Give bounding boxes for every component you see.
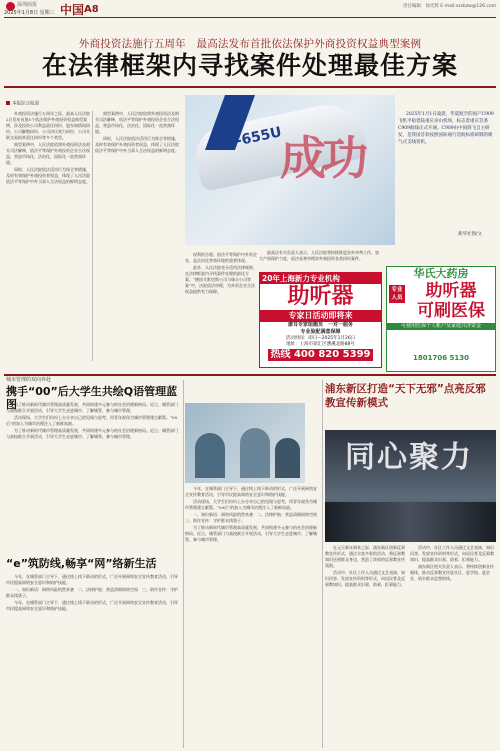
lead-paragraph: 同时，人民法院依法适用行为保全等措施，及时有效保护外商投资者权益，体现了人民法院依法平等保护中外当事人合法权益的鲜明态度。 xyxy=(6,167,90,184)
photo-figure xyxy=(195,433,225,478)
lead-paragraph: 外商投资法施行五周年之际，最高人民法院2日发布首批5个依法保护外商投资权益典型案例，涉及投资公司利益责任纠纷、股东知情权纠纷、公司解散纠纷、公司决议效力纠纷、公司关联交易损害责任纠纷等多个类型。 xyxy=(6,111,90,140)
ad-address: 地址：上海市徐汇区漕溪北路88号 xyxy=(286,342,355,347)
lead-paragraph: 权利的合理。依法平等保护内外资企业，是法治化营商环境的重要体现。 xyxy=(185,252,257,263)
audience-silhouette xyxy=(325,502,496,542)
photo-caption: 2025年1月1日凌晨，华夏航空的国产C909飞机平稳着陆重庆巫山机场，标志着重庆首条C909航线正式开通。C909由中国商飞自主研发，是我国首款按照国际通行适航标准研制的喷气式支线客机。 xyxy=(398,112,494,145)
ad-service-line-2: 专业验配满意保障 xyxy=(300,329,341,335)
middle-photo xyxy=(185,403,305,483)
lower-section-label: 城市管理的双向奔赴 xyxy=(6,377,52,383)
left-sub-body: 今年，在城管部门主导下，通过线上线下联动的形式，广泛开展网络安全宣传教育活动，引导市民提高网络安全意识和防护技能。 一、知识新语：网络风险悄然来袭 二、法律护航：营造清朗网络空间 三、防诈宣传：守护群众钱袋子。 今年，在城管部门主导下，通过线上线下联动的形式，广泛开展网络安全宣传教育活动，引导市民提高网络安全意识和防护技能。 xyxy=(6,574,178,611)
column-rule xyxy=(183,380,184,748)
aircraft-photo xyxy=(185,95,395,245)
ad-subtitle: 专家日活动即将来 xyxy=(260,310,381,322)
left-sub-headline: “e”筑防线,畅享“网”络新生活 xyxy=(6,557,157,570)
lead-paragraph: 同时，人民法院依法适用行为保全等措施，及时有效保护外商投资者权益，体现了人民法院依法平等保护中外当事人合法权益的鲜明态度。 xyxy=(95,136,179,153)
editor-contact: 责任编辑：徐光辉 E-mail:szsbzw@126.com xyxy=(402,4,496,9)
event-backdrop-text: 同心聚力 xyxy=(345,440,473,475)
section-title: 中国 xyxy=(60,3,85,17)
aircraft-registration: B-655U xyxy=(223,124,284,152)
header-divider xyxy=(4,17,496,18)
lead-column-1 xyxy=(6,111,90,361)
newspaper-name: 深圳商报 xyxy=(17,2,38,8)
lead-kicker: 外商投资法施行五周年 最高法发布首批依法保护外商投资权益典型案例 xyxy=(78,38,422,50)
left-headline: 携手“00”后大学生共绘Q语管理蓝图 xyxy=(6,385,178,411)
right-story-col-2: 活动中，社区工作人员通过文艺表演、知识问答、发放宣传资料等形式，向居民普及反邪教知识，提高群众识邪、防邪、拒邪能力。 浦东新区相关负责人表示，将持续创新宣传载体，推动反邪教宣传进社区、进学校、进企业，筑牢群众思想防线。 xyxy=(410,545,494,581)
lead-byline: 本报综合报道 xyxy=(6,101,39,108)
anti-cult-event-photo xyxy=(325,430,496,542)
ad-top-banner: 20年上海新力专业机构 xyxy=(260,273,381,284)
pharmacy-ad[interactable] xyxy=(386,266,496,372)
section-divider xyxy=(4,374,496,376)
photo-credit: 新华社图/文 xyxy=(458,232,483,237)
lead-paragraph: 典型案例中，人民法院依照外商投资法及相关司法解释，依法平等保护外商投资企业合法权益，营造市场化、法治化、国际化一流营商环境。 xyxy=(95,111,179,134)
column-rule xyxy=(322,380,323,748)
page-number: A8 xyxy=(84,4,99,15)
photo-figure xyxy=(240,428,270,478)
ad-main-title: 助听器 xyxy=(287,284,354,309)
photo-calligraphy-overlay: 成功 xyxy=(280,131,364,185)
ad-date: 活动时间：即日—2025年1月26日 xyxy=(285,336,356,341)
lead-column-2 xyxy=(95,111,181,361)
issue-date: 2025年1月8日 星期三 xyxy=(4,10,55,16)
lead-paragraph: 典型案例中，人民法院依照外商投资法及相关司法解释，依法平等保护外商投资企业合法权益，营造市场化、法治化、国际化一流营商环境。 xyxy=(6,142,90,165)
lead-column-3 xyxy=(185,252,257,372)
pharmacy-insurance-band: 可使用医保个人帐户及家庭共济资金 xyxy=(387,323,495,330)
ad-service-line: 康耳专家组题员 一对一服务 xyxy=(287,322,353,328)
pharmacy-title-2: 可刷医保 xyxy=(417,301,485,321)
lead-column-4 xyxy=(259,250,382,270)
column-rule xyxy=(92,111,93,361)
right-story-col-1: 在元旦新年到来之际，浦东新区创新反邪教宣传形式，通过丰富多彩的活动，将反邪教知识送到群众身边，营造了浓厚的反邪教宣传氛围。 活动中，社区工作人员通过文艺表演、知识问答、发放宣传资料等形式，向居民普及反邪教知识，提高群众识邪、防邪、拒邪能力。 xyxy=(325,545,405,587)
lead-paragraph: 此外，人民法院充分适用法律规则，在法律框架内寻找案件处理的最佳方案。“德国艾默里斯公司与瑞丰公司等案”中，法院依法审理，为外资企业合法权益提供有力保障。 xyxy=(185,265,257,294)
left-story-body: 为了推动新时代城市管理高质量发展，共同构建多元参与的社会治理新格局。近日，城管部门与高校联合开展活动，引导大学生走进城市、了解城管、参与城市管理。 活动现场，大学生们纷纷上台分享自己的见闻与思考，用青年视角为城市管理建言献策。“00后”的加入为城市治理注入了新鲜血液。 为了推动新时代城市管理高质量发展，共同构建多元参与的社会治理新格局。近日，城管部门与高校联合开展活动，引导大学生走进城市、了解城管、参与城市管理。 xyxy=(6,402,178,439)
hearing-aid-ad[interactable] xyxy=(259,272,382,368)
photo-figure xyxy=(275,438,300,478)
lead-paragraph: 最高法有关负责人表示，人民法院将持续推进涉外审判工作，加大产权保护力度，依法妥善审理涉外商投资各类纠纷案件。 xyxy=(259,250,379,261)
right-headline: 浦东新区打造“天下无邪”点亮反邪教宣传新模式 xyxy=(325,383,486,409)
ad-phone[interactable]: 热线 400 820 5399 xyxy=(268,349,373,361)
pharmacy-title-1: 助听器 xyxy=(425,281,477,301)
pharmacy-phone[interactable]: 1801706 5130 xyxy=(412,354,469,362)
middle-story-body: 今年，在城管部门主导下，通过线上线下联动的形式，广泛开展网络安全宣传教育活动，引导市民提高网络安全意识和防护技能。 活动现场，大学生们纷纷上台分享自己的见闻与思考，用青年视角为城市管理建言献策。“00后”的加入为城市治理注入了新鲜血液。 一、知识新语：网络风险悄然来袭 二、法律护航：营造清朗网络空间 三、防诈宣传：守护群众钱袋子。 为了推动新时代城市管理高质量发展，共同构建多元参与的社会治理新格局。近日，城管部门与高校联合开展活动，引导大学生走进城市、了解城管、参与城市管理。 xyxy=(185,486,321,542)
pharmacy-side-tag: 专业人员 xyxy=(389,285,405,303)
bullet-icon xyxy=(6,101,10,105)
headline-divider xyxy=(4,86,496,88)
lead-headline: 在法律框架内寻找案件处理最佳方案 xyxy=(41,51,458,80)
pharmacy-brand: 华氏大药房 xyxy=(413,267,469,280)
